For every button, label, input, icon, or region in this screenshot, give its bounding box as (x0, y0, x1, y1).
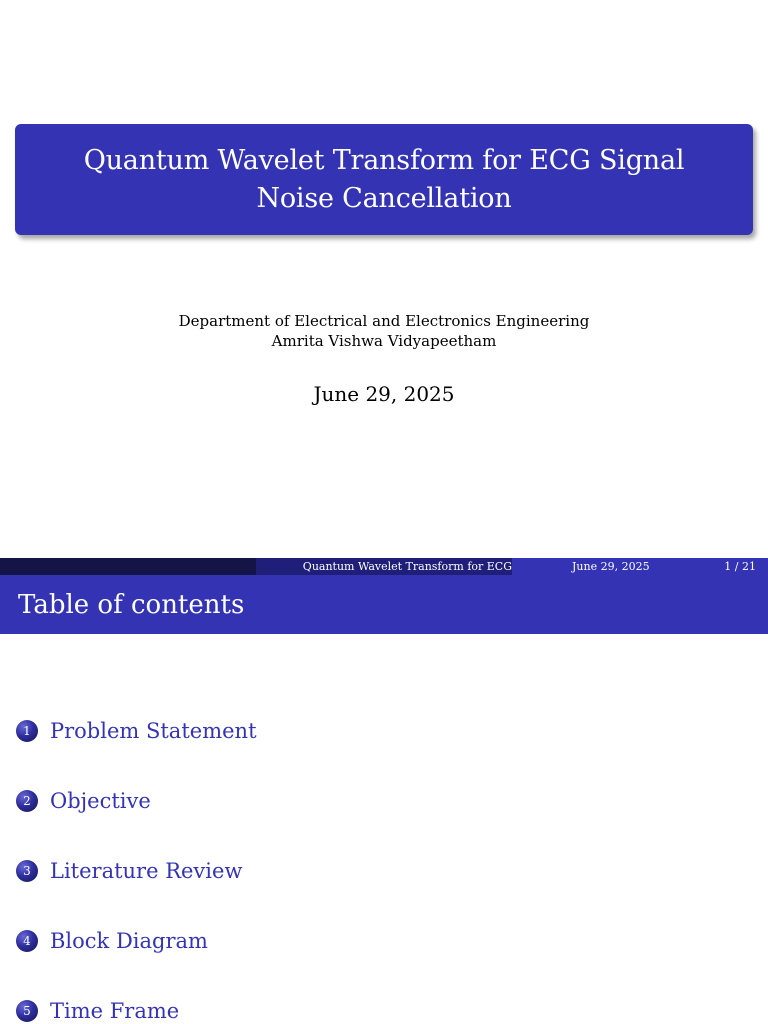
frame-title: Table of contents (18, 590, 245, 620)
toc-item-label: Block Diagram (50, 929, 208, 953)
toc-item-time-frame[interactable] (16, 996, 179, 1024)
section-number-ball-icon: 3 (16, 860, 38, 882)
section-number-ball-icon: 2 (16, 790, 38, 812)
section-number-ball-icon: 5 (16, 1000, 38, 1022)
toc-item-label: Time Frame (50, 999, 180, 1023)
frame-title-bar (0, 575, 768, 634)
footline-page-number: 1 / 21 (724, 560, 756, 573)
footline (0, 558, 768, 575)
title-box (15, 124, 753, 235)
toc-item-problem-statement[interactable] (16, 716, 257, 746)
toc-item-label: Problem Statement (50, 719, 257, 743)
institute-university: Amrita Vishwa Vidyapeetham (271, 332, 497, 350)
institute (0, 311, 768, 351)
presentation-title: Quantum Wavelet Transform for ECG Signal Noise Cancellation (83, 144, 685, 214)
section-number-ball-icon: 4 (16, 930, 38, 952)
toc-item-objective[interactable] (16, 786, 151, 816)
section-number-ball-icon: 1 (16, 720, 38, 742)
footline-title-section (256, 558, 512, 575)
toc-item-label: Literature Review (50, 859, 243, 883)
presentation-date: June 29, 2025 (313, 382, 455, 406)
institute-department: Department of Electrical and Electronics Engineering (178, 312, 590, 330)
toc-item-label: Objective (50, 789, 151, 813)
footline-date-section (512, 558, 768, 575)
footline-date: June 29, 2025 (572, 560, 650, 573)
toc-item-block-diagram[interactable] (16, 926, 208, 956)
toc-item-literature-review[interactable] (16, 856, 242, 886)
footline-author-section (0, 558, 256, 575)
footline-short-title: Quantum Wavelet Transform for ECG (302, 560, 512, 573)
